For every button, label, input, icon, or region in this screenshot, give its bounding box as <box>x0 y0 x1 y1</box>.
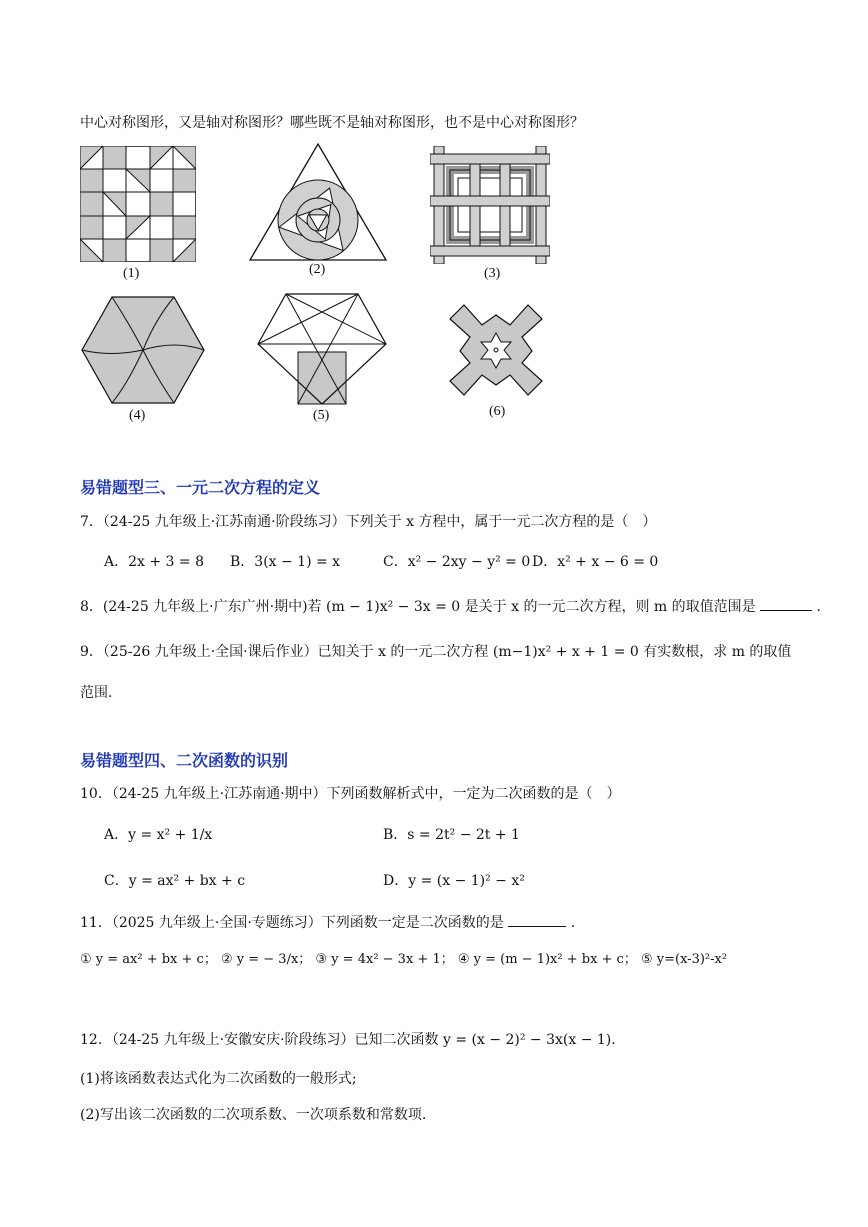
q7-option-b: B．3(x − 1) = x <box>230 554 341 570</box>
q12-part-1: (1)将该函数表达式化为二次函数的一般形式; <box>80 1071 357 1087</box>
figure-2-label: (2) <box>309 262 326 277</box>
q8-text: 8．(24-25 九年级上·广东广州·期中)若 (m − 1)x² − 3x = 0 是关于 x 的一元二次方程，则 m 的取值范围是 <box>80 599 756 615</box>
q12-stem: 12．（24-25 九年级上·安徽安庆·阶段练习）已知二次函数 y = (x − 2)² − 3x(x − 1). <box>80 1032 616 1048</box>
q11-item-2: ② y = − 3/x； <box>220 952 312 967</box>
figure-6-label: (6) <box>489 404 506 419</box>
figure-2 <box>248 142 388 262</box>
section3-title: 易错题型三、一元二次方程的定义 <box>80 478 321 497</box>
figure-1 <box>80 146 196 262</box>
q11-end: . <box>570 915 576 931</box>
q8-stem <box>80 596 821 616</box>
section4-title: 易错题型四、二次函数的识别 <box>80 751 289 770</box>
q10-option-a: A．y = x² + 1/x <box>104 827 213 843</box>
q10-option-b: B．s = 2t² − 2t + 1 <box>383 827 520 843</box>
q11-text: 11．（2025 九年级上·全国·专题练习）下列函数一定是二次函数的是 <box>80 915 504 931</box>
q7-option-a: A．2x + 3 = 8 <box>104 554 204 570</box>
q12-part-2: (2)写出该二次函数的二次项系数、一次项系数和常数项. <box>80 1107 427 1123</box>
q11-answer-blank[interactable] <box>508 914 566 927</box>
figure-3-label: (3) <box>484 266 501 281</box>
q10-stem: 10．（24-25 九年级上·江苏南通·期中）下列函数解析式中，一定为二次函数的是（ ） <box>80 786 621 802</box>
q10-option-d: D．y = (x − 1)² − x² <box>383 873 525 889</box>
figure-4-label: (4) <box>129 408 146 423</box>
q11-item-5: ⑤ y=(x-3)²-x² <box>640 952 728 967</box>
figure-3 <box>430 146 550 264</box>
q8-end: . <box>816 599 821 615</box>
q8-answer-blank[interactable] <box>760 598 812 611</box>
q11-item-4: ④ y = (m − 1)x² + bx + c； <box>457 952 637 967</box>
q10-option-c: C．y = ax² + bx + c <box>104 873 246 889</box>
figure-5 <box>256 292 388 406</box>
figure-4 <box>80 295 206 405</box>
q9-stem: 9．（25-26 九年级上·全国·课后作业）已知关于 x 的一元二次方程 (m−1)x² + x + 1 = 0 有实数根，求 m 的取值 <box>80 644 792 660</box>
q7-option-d: D．x² + x − 6 = 0 <box>532 554 659 570</box>
intro-line: 中心对称图形，又是轴对称图形？哪些既不是轴对称图形，也不是中心对称图形？ <box>80 115 584 131</box>
q7-option-c: C．x² − 2xy − y² = 0 <box>383 554 531 570</box>
figure-6 <box>440 295 552 403</box>
q9-stem-cont: 范围. <box>80 685 113 701</box>
figure-1-label: (1) <box>123 266 140 281</box>
q11-stem <box>80 912 575 932</box>
q11-items <box>80 948 727 967</box>
q11-item-1: ① y = ax² + bx + c； <box>80 952 217 967</box>
q11-item-3: ③ y = 4x² − 3x + 1； <box>315 952 454 967</box>
figure-5-label: (5) <box>313 408 330 423</box>
q7-stem: 7．（24-25 九年级上·江苏南通·阶段练习）下列关于 x 方程中，属于一元二次方程的是（ ） <box>80 514 657 530</box>
